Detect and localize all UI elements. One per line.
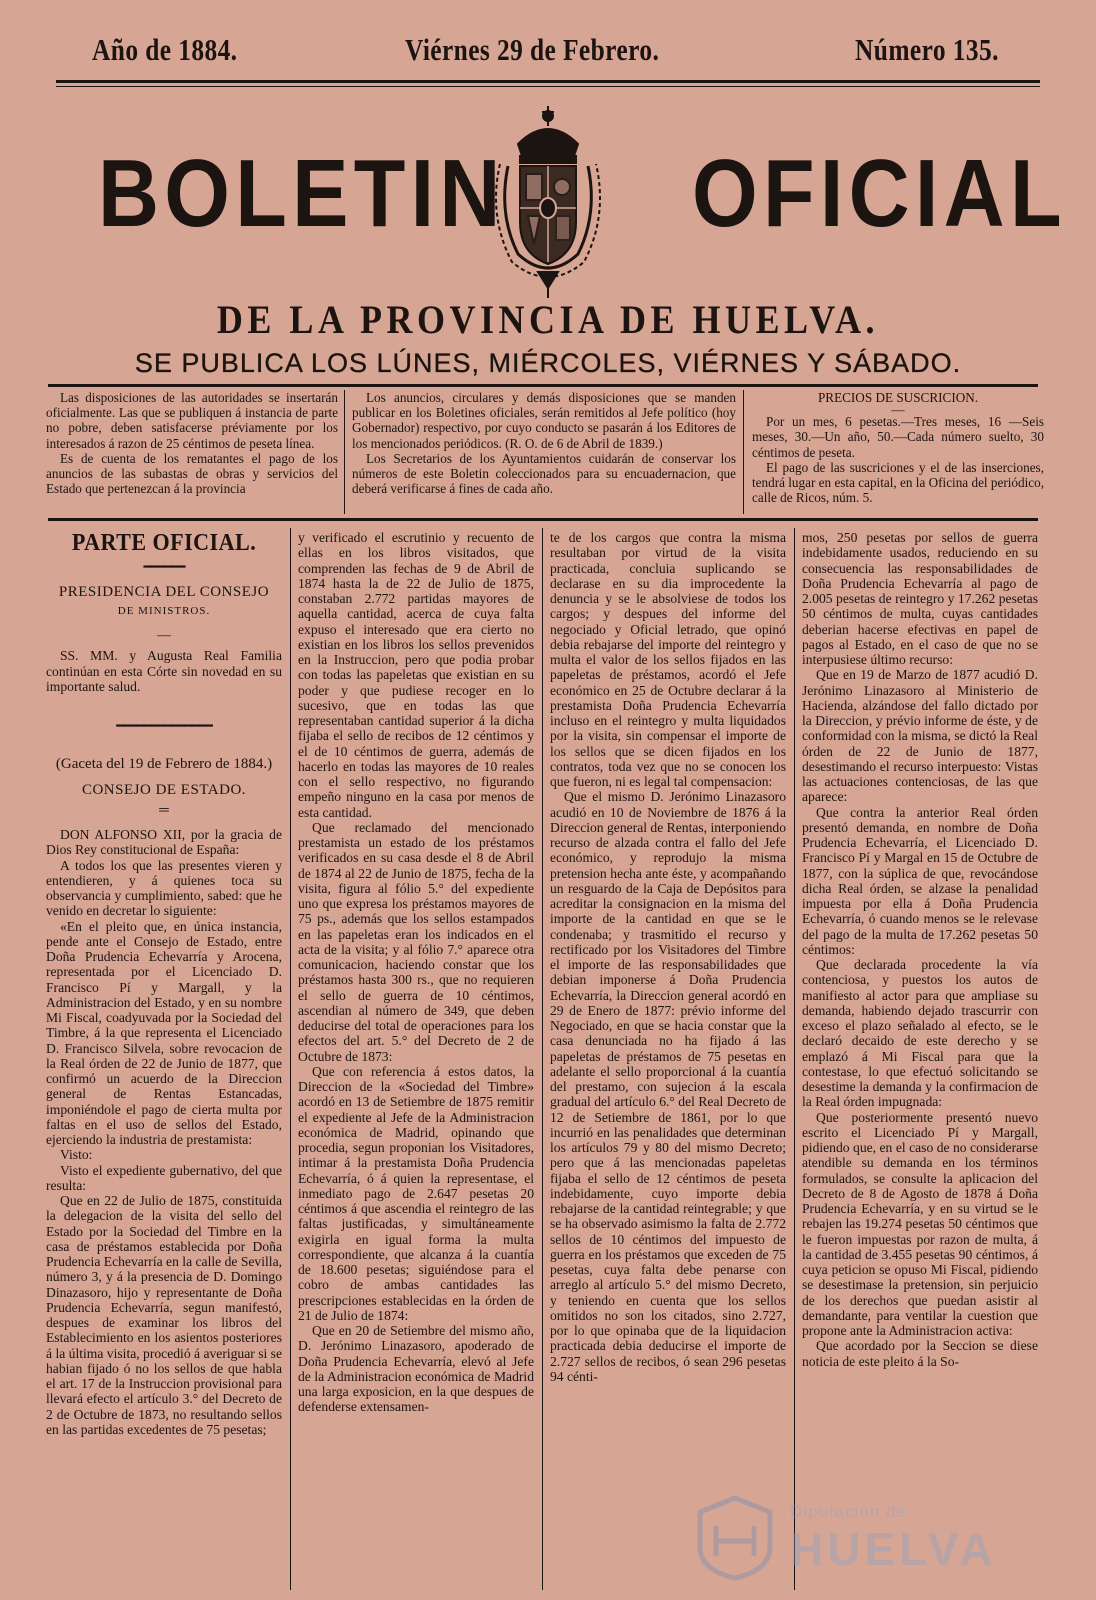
dash-separator: — <box>157 627 171 642</box>
watermark-line-2: HUELVA <box>790 1523 997 1575</box>
col2-paragraph-2: Que reclamado del mencionado prestamista un estado de los préstamos verificados en su casa desde el 8 de Abril de 1874 al 22 de Junio de 1875, fecha de la visita, figura al fólio 5.° del expediente uno que expresa los préstamos mayores de 75 ps., además que los sellos estampados en las papeletas eran los indicados en el acta de la visita; y al fólio 7.° aparece otra comunicacion, haciendo constar que los préstamos hasta 300 rs., que no requieren el sello de guerra de 10 céntimos, ascendian al número de 349, que deben deducirse del total de operaciones para los efectos del art. 5.° del Decreto de 2 de Octubre de 1873: <box>298 819 534 1064</box>
notice-auctions-text: Es de cuenta de los rematantes el pago de los anuncios de las subastas de obras y servicios del Estado que pertenezcan á la provincia <box>46 450 338 497</box>
gazette-reference: (Gaceta del 19 de Febrero de 1884.) <box>55 756 273 773</box>
double-rule: ═ <box>159 801 169 817</box>
masthead-title-left: BOLETIN <box>98 140 506 247</box>
presidency-heading: PRESIDENCIA DEL CONSEJO <box>58 583 270 600</box>
issue-number: Número 135. <box>855 32 999 67</box>
column-2 <box>298 530 534 1590</box>
issue-year: Año de 1884. <box>92 32 238 67</box>
col3-paragraph-2: Que el mismo D. Jerónimo Linazasoro acudió en 10 de Noviembre de 1876 á la Direccion general de Rentas, interponiendo recurso de alzada contra el fallo del Jefe económico, y reprodujo la misma pretension hecha ante éste, y acompañando un resguardo de la Caja de Depósitos para acreditar la consignacion en la misma del importe de la cantidad en que se le condenaba; y trasmitido el recurso y rectificado por los Visitadores del Timbre el importe de las responsabilidades que debian imponerse á Doña Prudencia Echevarría, la Direccion general acordó en 29 de Enero de 1877: prévio informe del Negociado, en que se hacia constar que la casa denunciada no ha fijado á las papeletas de préstamos de 75 pesetas en adelante el sello proporcional á la cuantía del prestamo, con sujecion á la escala gradual del artículo 6.° del Real Decreto de 12 de Setiembre de 1861, por lo que incurrió en las penalidades que determinan los artículos 79 y 80 del mismo Decreto; pero que á las mencionadas papeletas fijaba el sello de 12 céntimos de peseta indebidamente, cuyo importe debia rebajarse de la cantidad reintegrable; y que se ha observado asimismo la falta de 2.772 sellos de 10 céntimos del impuesto de guerra en los préstamos que exceden de 75 pesetas, cuya falta debe penarse con arreglo al artículo 5.° del mismo Decreto, y teniendo en cuenta que los sellos omitidos no son los citados, sino 2.727, por lo que opinaba que de la liquidacion practicada debia deducirse el importe de 2.727 sellos de recibos, ó sean 296 pesetas 94 cénti- <box>550 789 786 1384</box>
subscription-title: PRECIOS DE SUSCRICION. <box>817 390 979 405</box>
col1-paragraph-6: Que en 22 de Julio de 1875, constituida la delegacion de la visita del sello del Estado por la Sociedad del Timbre en la casa de préstamos establecida por Doña Prudencia Echevarría en la calle de Sevilla, número 3, y á la presencia de D. Domingo Dinazasoro, hijo y representante de Doña Prudencia Echevarría, segun manifestó, despues de examinar los libros del Establecimiento en los asientos posteriores á la última visita, procedió á averiguar si se habian fijado ó no los sellos de que habla el art. 17 de la Instruccion provisional para llevará efecto el artículo 3.° del Decreto de 2 de Octubre de 1873, no resultando sellos en las partidas excedentes de 75 pesetas; <box>46 1193 282 1437</box>
col2-paragraph-4: Que en 20 de Setiembre del mismo año, D. Jerónimo Linazasoro, apoderado de Doña Prudencia Echevarría, elevó al Jefe de la Administracion económica de Madrid una larga exposicion, en la que despues de defenderse extensamen- <box>298 1323 534 1415</box>
notice-divider-2 <box>743 390 744 514</box>
column-divider-1 <box>290 528 291 1590</box>
subscription-dash: — <box>891 402 905 418</box>
notice-subscription <box>752 390 1044 518</box>
notices-rule <box>48 518 1038 521</box>
col3-paragraph-1: te de los cargos que contra la misma resultaban por virtud de la visita practicada, concluia suplicando se declarase en su dia improcedente la denuncia y se le absolviese de todos los cargos; y despues del informe del negociado y Oficial letrado, que opinó debia rebajarse del importe del reintegro y multa el valor de los sellos fijados en las papeletas de préstamos, acordó el Jefe económico en 25 de Octubre declarar á la prestamista Doña Prudencia Echevarría incluso en el reintegro y multa liquidados por la visita, sin compensar el importe de los sellos que se dicen fijados en los contratos, toda vez que no se conocen los que fueron, ni es legal tal compensacion: <box>550 530 786 789</box>
watermark-line-1: Diputación de <box>790 1502 907 1521</box>
notice-announcements <box>352 390 736 518</box>
masthead-subtitle: DE LA PROVINCIA DE HUELVA. <box>216 297 880 342</box>
section-heading: PARTE OFICIAL. <box>71 530 257 556</box>
subscription-payment: El pago de las suscriciones y el de las inserciones, tendrá lugar en esta capital, en la Oficina del periódico, calle de Ricos, núm. 5. <box>752 459 1044 506</box>
header-rule-thin <box>56 86 1040 87</box>
council-heading: CONSEJO DE ESTADO. <box>81 781 247 798</box>
issue-date: Viérnes 29 de Febrero. <box>405 32 660 67</box>
ministers-heading: DE MINISTROS. <box>117 604 211 617</box>
column-4 <box>802 530 1038 1590</box>
subscription-prices: Por un mes, 6 pesetas.—Tres meses, 16 —Seis meses, 30.—Un año, 50.—Cada número suelto, 30 céntimos de peseta. <box>752 414 1044 460</box>
masthead-rule <box>48 384 1038 387</box>
notice-insertions-text: Las disposiciones de las autoridades se insertarán oficialmente. Las que se publiquen á instancia de parte no pobre, deben satisfacerse préviamente por los interesados á razon de 25 céntimos de peseta línea. <box>46 390 338 451</box>
column-divider-3 <box>794 528 795 1590</box>
column-3 <box>550 530 786 1590</box>
col1-paragraph-2: A todos los que las presentes vieren y entendieren, y á quienes toca su observancia y cumplimiento, sabed: que he venido en decretar lo siguiente: <box>46 857 282 919</box>
ornament-rule: ━━━━━━ <box>143 559 185 575</box>
masthead-title-right: OFICIAL <box>692 140 1067 247</box>
col4-paragraph-3: Que contra la anterior Real órden presentó demanda, en nombre de Doña Prudencia Echevarría, el Licenciado D. Francisco Pí y Margal en 15 de Octubre de 1877, con la súplica de que, revocándose dicha Real órden, se alzase la penalidad impuesta por ella á Doña Prudencia Echevarría, ó cuando menos se le relevase del pago de la multa de 17.262 pesetas 50 céntimos: <box>802 804 1038 957</box>
notice-secretaries-text: Los Secretarios de los Ayuntamientos cuidarán de conservar los números de este Boletin coleccionados para su encuadernacion, que deberá verificarse á fines de cada año. <box>352 450 736 497</box>
coat-of-arms-icon <box>478 104 618 300</box>
col2-paragraph-3: Que con referencia á estos datos, la Direccion de la «Sociedad del Timbre» acordó en 13 de Setiembre de 1875 remitir el expediente al Jefe de la Administracion económica de Madrid, opinando que procedia, segun proponian los Visitadores, intimar á la prestamista Doña Prudencia Echevarría, ó á quien la representase, el inmediato pago de 2.647 pesetas 20 céntimos á que ascendia el reintegro de las faltas justificadas, y simultáneamente exigirla en igual forma la multa correspondiente, que alcanza á la cuantía de 18.600 pesetas; siguiéndose para el cobro de ambas cantidades las prescripciones establecidas en la órden de 21 de Julio de 1874: <box>298 1063 534 1323</box>
col4-paragraph-2: Que en 19 de Marzo de 1877 acudió D. Jerónimo Linazasoro al Ministerio de Hacienda, alzándose del fallo dictado por la Direccion, y prévio informe de éste, y de conformidad con la misma, se dictó la Real órden de 22 de Junio de 1877, desestimando el recurso interpuesto: Vistas las actuaciones contenciosas, de las que aparece: <box>802 667 1038 805</box>
col2-paragraph-1: y verificado el escrutinio y recuento de ellas en los libros visitados, que comprenden las fechas de 9 de Abril de 1874 hasta la de 22 de Julio de 1875, constaban 2.772 partidas mayores de aquella cantidad, acerca de cuya falta expuso el interesado que era cierto no existian en los libros los sellos prevenidos en la Instruccion, pero que podia probar con todas las papeletas que existian en su poder y que pudiese recoger en lo sucesivo, que en todas las que representaban cantidad superior á la dicha fijaba el sello de recibos de 12 céntimos y el de 10 céntimos de guerra, además de hacerlo en todas las mayores de 10 reales con el sello respectivo, no figurando empeño ninguno en la casa por menos de esta cantidad. <box>298 530 534 820</box>
column-1 <box>46 530 282 1590</box>
publication-days-text: SE PUBLICA LOS LÚNES, MIÉRCOLES, VIÉRNES Y SÁBADO. <box>134 348 962 378</box>
ornament-rule-2: ━━━━━━━━━━━━━━ <box>116 718 212 733</box>
col1-paragraph-4: Visto: <box>60 1147 93 1163</box>
col4-paragraph-1: mos, 250 pesetas por sellos de guerra indebidamente usados, reduciendo en su consecuencia las responsabilidades de Doña Prudencia Echevarría al pago de 2.005 pesetas de reintegro y 17.262 pesetas 50 céntimos de multa, cuyas cantidades deberian hacerse efectivas en papel de pagos al Estado, en el caso de que no se interpusiese último recurso: <box>802 530 1038 667</box>
col4-paragraph-6: Que acordado por la Seccion se diese noticia de este pleito á la So- <box>802 1338 1038 1369</box>
col1-paragraph-1: DON ALFONSO XII, por la gracia de Dios Rey constitucional de España: <box>46 827 282 858</box>
col1-paragraph-3: «En el pleito que, en única instancia, pende ante el Consejo de Estado, entre Doña Prudencia Echevarría y Arocena, representada por el Licenciado D. Francisco Pí y Margall, y la Administracion del Estado, y en su nombre Mi Fiscal, coadyuvada por la Sociedad del Timbre, á la que representa el Licenciado D. Francisco Silvela, sobre revocacion de la Real órden de 22 de Junio de 1877, que confirmó un acuerdo de la Direccion general de Rentas Estancadas, imponiéndole el pago de cierta multa por faltas en el uso de sellos del Estado, ejerciendo la industria de prestamista: <box>46 918 282 1147</box>
notice-insertions <box>46 390 338 518</box>
column-divider-2 <box>542 528 543 1590</box>
col4-paragraph-4: Que declarada procedente la vía contenciosa, y puestos los autos de manifiesto al actor para que ampliase su demanda, habiendo dejado trascurrir con exceso el plazo señalado al efecto, se le declaró decaido de este derecho y se emplazó á Mi Fiscal para que la contestase, lo que efectuó solicitando se desestime la demanda y la confirmacion de la Real órden impugnada: <box>802 957 1038 1110</box>
publication-days <box>0 350 1096 377</box>
notice-divider-1 <box>344 390 345 514</box>
col4-paragraph-5: Que posteriormente presentó nuevo escrito el Licenciado Pí y Margall, pidiendo que, en el caso de no considerarse atendible su demanda en los términos formulados, se consulte la aplicacion del Decreto de 8 de Agosto de 1878 á Doña Prudencia Echevarría, y en su virtud se le rebajen las 19.274 pesetas 50 céntimos que le fueron impuestas por razon de multa, á la cantidad de 3.455 pesetas 90 céntimos, á cuya peticion se opuso Mi Fiscal, pidiendo se desestimase la pretension, sin perjuicio de los derechos que puedan asistir al demandante, para ventilar la cuestion que propone ante la Administracion activa: <box>802 1109 1038 1338</box>
royal-family-notice: SS. MM. y Augusta Real Familia continúan en esta Córte sin novedad en su importante salud. <box>46 648 282 694</box>
header-rule <box>56 80 1040 83</box>
notice-announcements-text: Los anuncios, circulares y demás disposiciones que se manden publicar en los Boletines oficiales, serán remitidos al Jefe político (hoy Gobernador) respectivo, por cuyo conducto se pasarán á los Editores de los mencionados periódicos. (R. O. de 6 de Abril de 1839.) <box>352 390 736 451</box>
col1-paragraph-5: Visto el expediente gubernativo, del que resulta: <box>46 1162 282 1193</box>
